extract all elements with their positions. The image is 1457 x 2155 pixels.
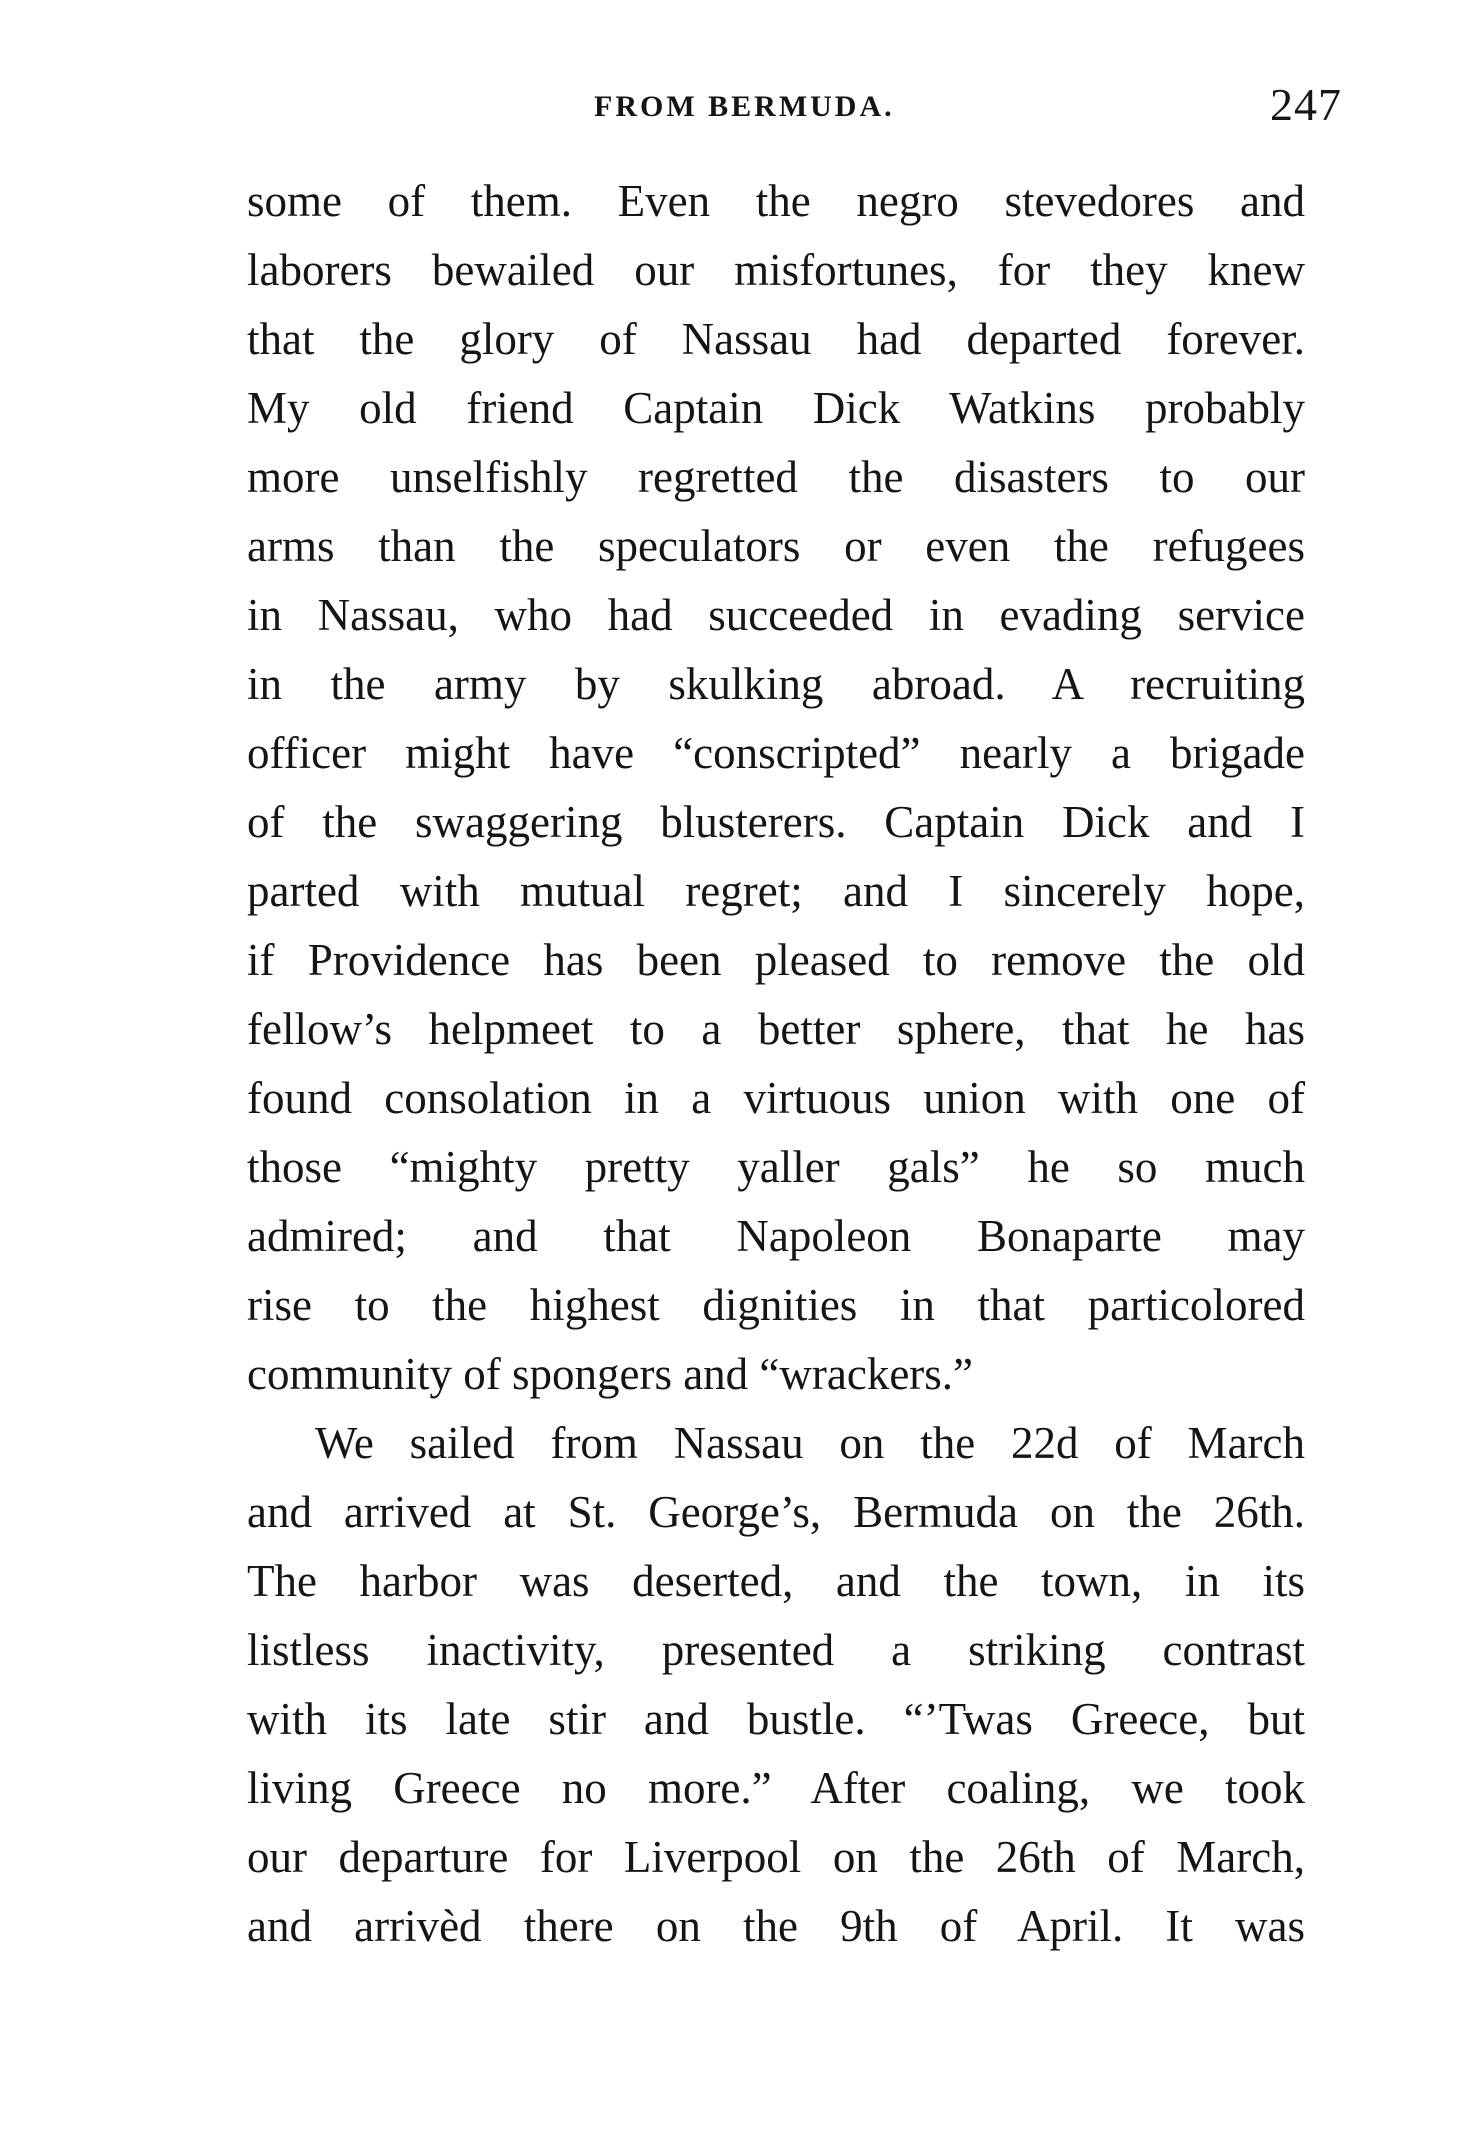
text-line: some of them. Even the negro stevedores and xyxy=(247,176,1305,226)
text-line: our departure for Liverpool on the 26th of March, xyxy=(247,1832,1305,1882)
text-line: rise to the highest dignities in that particolored xyxy=(247,1280,1305,1330)
text-line: parted with mutual regret; and I sincerely hope, xyxy=(247,866,1305,916)
text-line: and arrivèd there on the 9th of April. It was xyxy=(247,1901,1305,1951)
running-title: FROM BERMUDA. xyxy=(594,90,895,123)
paragraph-end-line: community of spongers and “wrackers.” xyxy=(247,1349,974,1399)
text-line: that the glory of Nassau had departed forever. xyxy=(247,314,1305,364)
text-line: in the army by skulking abroad. A recruiting xyxy=(247,659,1305,709)
text-line: those “mighty pretty yaller gals” he so much xyxy=(247,1142,1305,1192)
running-head xyxy=(0,78,1457,138)
text-line: admired; and that Napoleon Bonaparte may xyxy=(247,1211,1305,1261)
text-line: living Greece no more.” After coaling, we took xyxy=(247,1763,1305,1813)
text-line: My old friend Captain Dick Watkins probably xyxy=(247,383,1305,433)
text-line: fellow’s helpmeet to a better sphere, that he has xyxy=(247,1004,1305,1054)
text-line: of the swaggering blusterers. Captain Dick and I xyxy=(247,797,1305,847)
text-line: if Providence has been pleased to remove the old xyxy=(247,935,1305,985)
page-number: 247 xyxy=(1270,79,1342,130)
text-line: laborers bewailed our misfortunes, for they knew xyxy=(247,245,1305,295)
text-line: and arrived at St. George’s, Bermuda on the 26th. xyxy=(247,1487,1305,1537)
text-line: The harbor was deserted, and the town, in its xyxy=(247,1556,1305,1606)
text-line: listless inactivity, presented a striking contrast xyxy=(247,1625,1305,1675)
body-text xyxy=(247,167,1305,1961)
text-line: found consolation in a virtuous union with one of xyxy=(247,1073,1305,1123)
text-line: arms than the speculators or even the refugees xyxy=(247,521,1305,571)
paragraph-first-line: We sailed from Nassau on the 22d of March xyxy=(315,1418,1305,1468)
text-line: officer might have “conscripted” nearly a brigade xyxy=(247,728,1305,778)
text-line: with its late stir and bustle. “’Twas Greece, but xyxy=(247,1694,1305,1744)
text-line: more unselfishly regretted the disasters to our xyxy=(247,452,1305,502)
text-line: in Nassau, who had succeeded in evading service xyxy=(247,590,1305,640)
